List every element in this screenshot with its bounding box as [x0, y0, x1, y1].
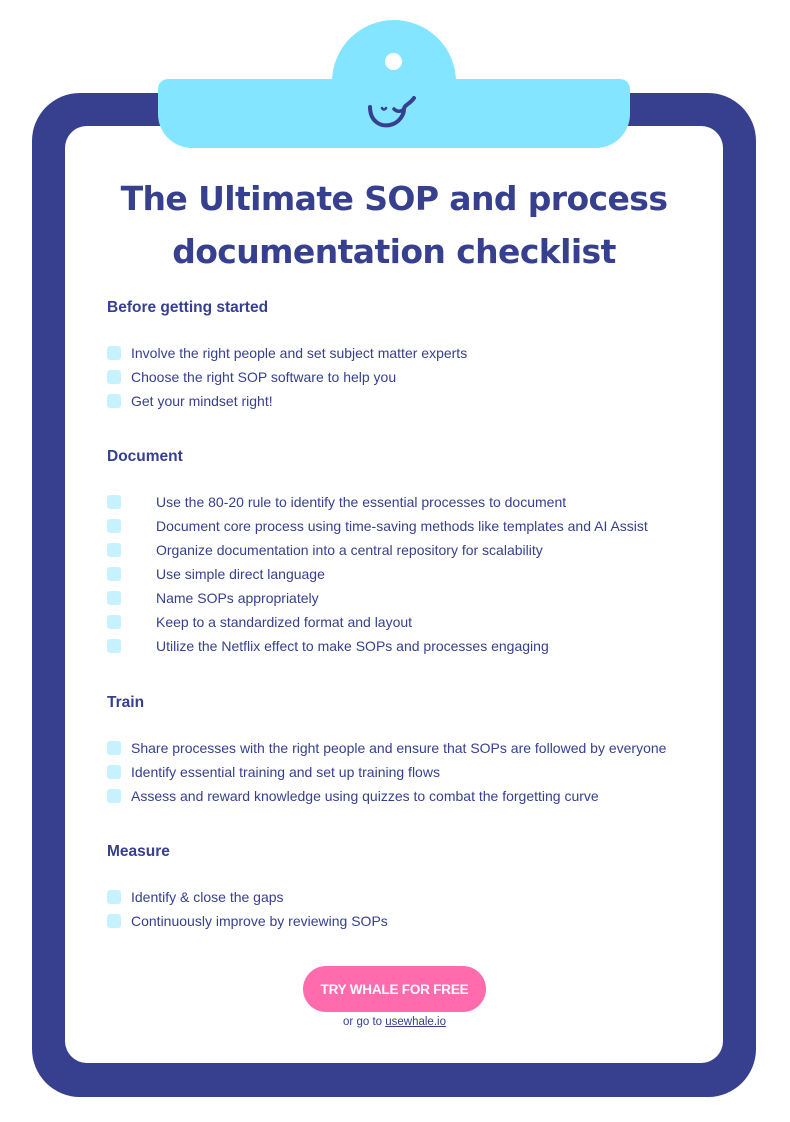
checklist	[107, 341, 467, 413]
checklist-item[interactable]	[107, 341, 467, 365]
checklist-item[interactable]	[107, 586, 648, 610]
alt-link-line	[303, 1016, 486, 1028]
item-label: Get your mindset right!	[131, 393, 273, 409]
checklist-item[interactable]	[107, 365, 467, 389]
section-measure	[107, 841, 388, 933]
checklist-item[interactable]	[107, 909, 388, 933]
item-label: Utilize the Netflix effect to make SOPs and processes engaging	[156, 638, 549, 654]
item-label: Document core process using time-saving methods like templates and AI Assist	[156, 518, 648, 534]
section-before-getting-started	[107, 297, 467, 413]
page-title	[65, 172, 723, 278]
section-train	[107, 692, 666, 808]
checkbox[interactable]	[107, 765, 121, 779]
checkbox[interactable]	[107, 591, 121, 605]
checklist-item[interactable]	[107, 736, 666, 760]
checklist-item[interactable]	[107, 760, 666, 784]
item-label: Continuously improve by reviewing SOPs	[131, 913, 388, 929]
checkbox[interactable]	[107, 567, 121, 581]
item-label: Choose the right SOP software to help you	[131, 369, 397, 385]
item-label: Keep to a standardized format and layout	[156, 614, 413, 630]
item-label: Use simple direct language	[156, 566, 325, 582]
item-label: Identify & close the gaps	[131, 889, 284, 905]
item-label: Share processes with the right people and ensure that SOPs are followed by everyone	[131, 740, 667, 756]
section-document	[107, 446, 648, 658]
checkbox[interactable]	[107, 615, 121, 629]
checkbox[interactable]	[107, 346, 121, 360]
section-heading: Before getting started	[107, 299, 269, 316]
whale-smile-icon	[366, 95, 422, 131]
item-label: Identify essential training and set up training flows	[131, 764, 440, 780]
checklist	[107, 885, 388, 933]
checkbox[interactable]	[107, 890, 121, 904]
try-whale-button[interactable]: TRY WHALE FOR FREE	[303, 966, 486, 1012]
checkbox[interactable]	[107, 639, 121, 653]
item-label: Use the 80-20 rule to identify the essential processes to document	[156, 494, 567, 510]
checklist-item[interactable]	[107, 610, 648, 634]
item-label: Assess and reward knowledge using quizzes to combat the forgetting curve	[131, 788, 599, 804]
usewhale-link[interactable]: usewhale.io	[385, 1016, 446, 1028]
checklist-item[interactable]	[107, 784, 666, 808]
checkbox[interactable]	[107, 394, 121, 408]
checklist-item[interactable]	[107, 885, 388, 909]
item-label: Involve the right people and set subject matter experts	[131, 345, 468, 361]
item-label: Organize documentation into a central repository for scalability	[156, 542, 543, 558]
checklist-item[interactable]	[107, 562, 648, 586]
checkbox[interactable]	[107, 741, 121, 755]
checkbox[interactable]	[107, 370, 121, 384]
checkbox[interactable]	[107, 519, 121, 533]
section-heading: Train	[107, 694, 145, 711]
section-heading: Document	[107, 448, 183, 465]
title-line-2: documentation checklist	[172, 232, 616, 271]
checkbox[interactable]	[107, 543, 121, 557]
checklist-item[interactable]	[107, 514, 648, 538]
checklist	[107, 736, 666, 808]
item-label: Name SOPs appropriately	[156, 590, 319, 606]
checkbox[interactable]	[107, 495, 121, 509]
checklist-item[interactable]	[107, 634, 648, 658]
checklist-item[interactable]	[107, 389, 467, 413]
checklist-item[interactable]	[107, 490, 648, 514]
checklist-item[interactable]	[107, 538, 648, 562]
title-line-1: The Ultimate SOP and process	[120, 179, 668, 218]
checkbox[interactable]	[107, 914, 121, 928]
alt-prefix: or go to	[343, 1016, 386, 1028]
checkbox[interactable]	[107, 789, 121, 803]
checklist	[107, 490, 648, 658]
section-heading: Measure	[107, 843, 170, 860]
clip-hole	[385, 53, 402, 70]
